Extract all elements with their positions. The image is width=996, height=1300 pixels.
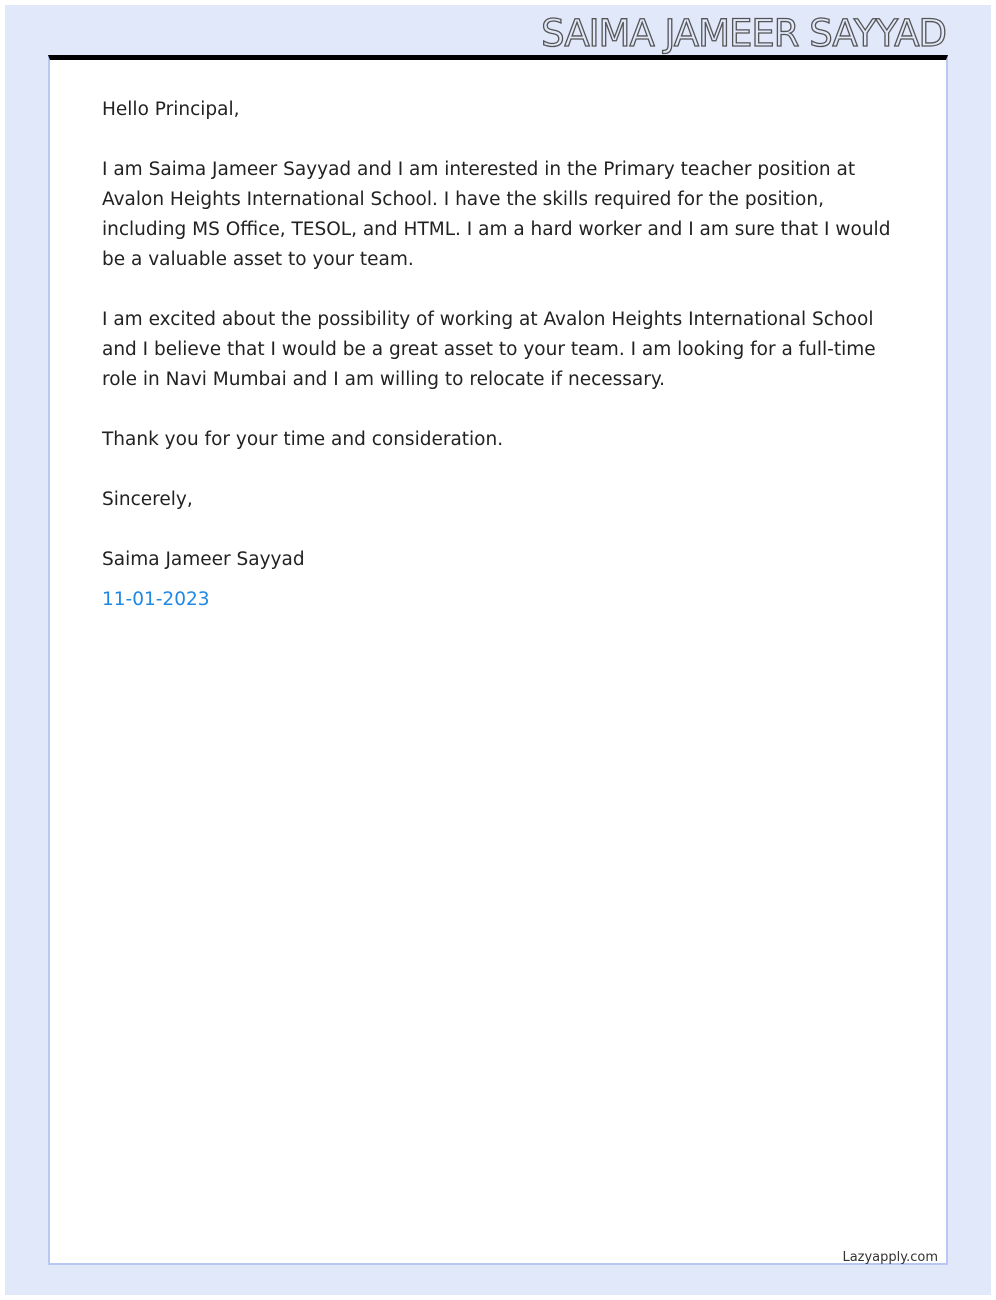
letter-page	[48, 55, 948, 1265]
paragraph-interest: I am excited about the possibility of working at Avalon Heights International School and I believe that I would be a great asset to your team. I am looking for a full-time role in Navi Mumbai and I am willing to relocate if necessary.	[102, 309, 876, 390]
applicant-name-heading: SAIMA JAMEER SAYYAD	[541, 12, 946, 55]
greeting: Hello Principal,	[102, 99, 240, 120]
paragraph-thanks: Thank you for your time and consideration.	[102, 429, 504, 450]
footer-brand: Lazyapply.com	[842, 1250, 938, 1265]
paragraph-intro: I am Saima Jameer Sayyad and I am interested in the Primary teacher position at Avalon Heights International School. I have the skills required for the position, including MS Office, TESOL, and HTML. I am a hard worker and I am sure that I would be a valuable asset to your team.	[102, 159, 891, 270]
closing: Sincerely,	[102, 489, 193, 510]
signature: Saima Jameer Sayyad	[102, 549, 305, 570]
letter-date: 11-01-2023	[102, 589, 210, 610]
letter-body	[102, 95, 902, 645]
